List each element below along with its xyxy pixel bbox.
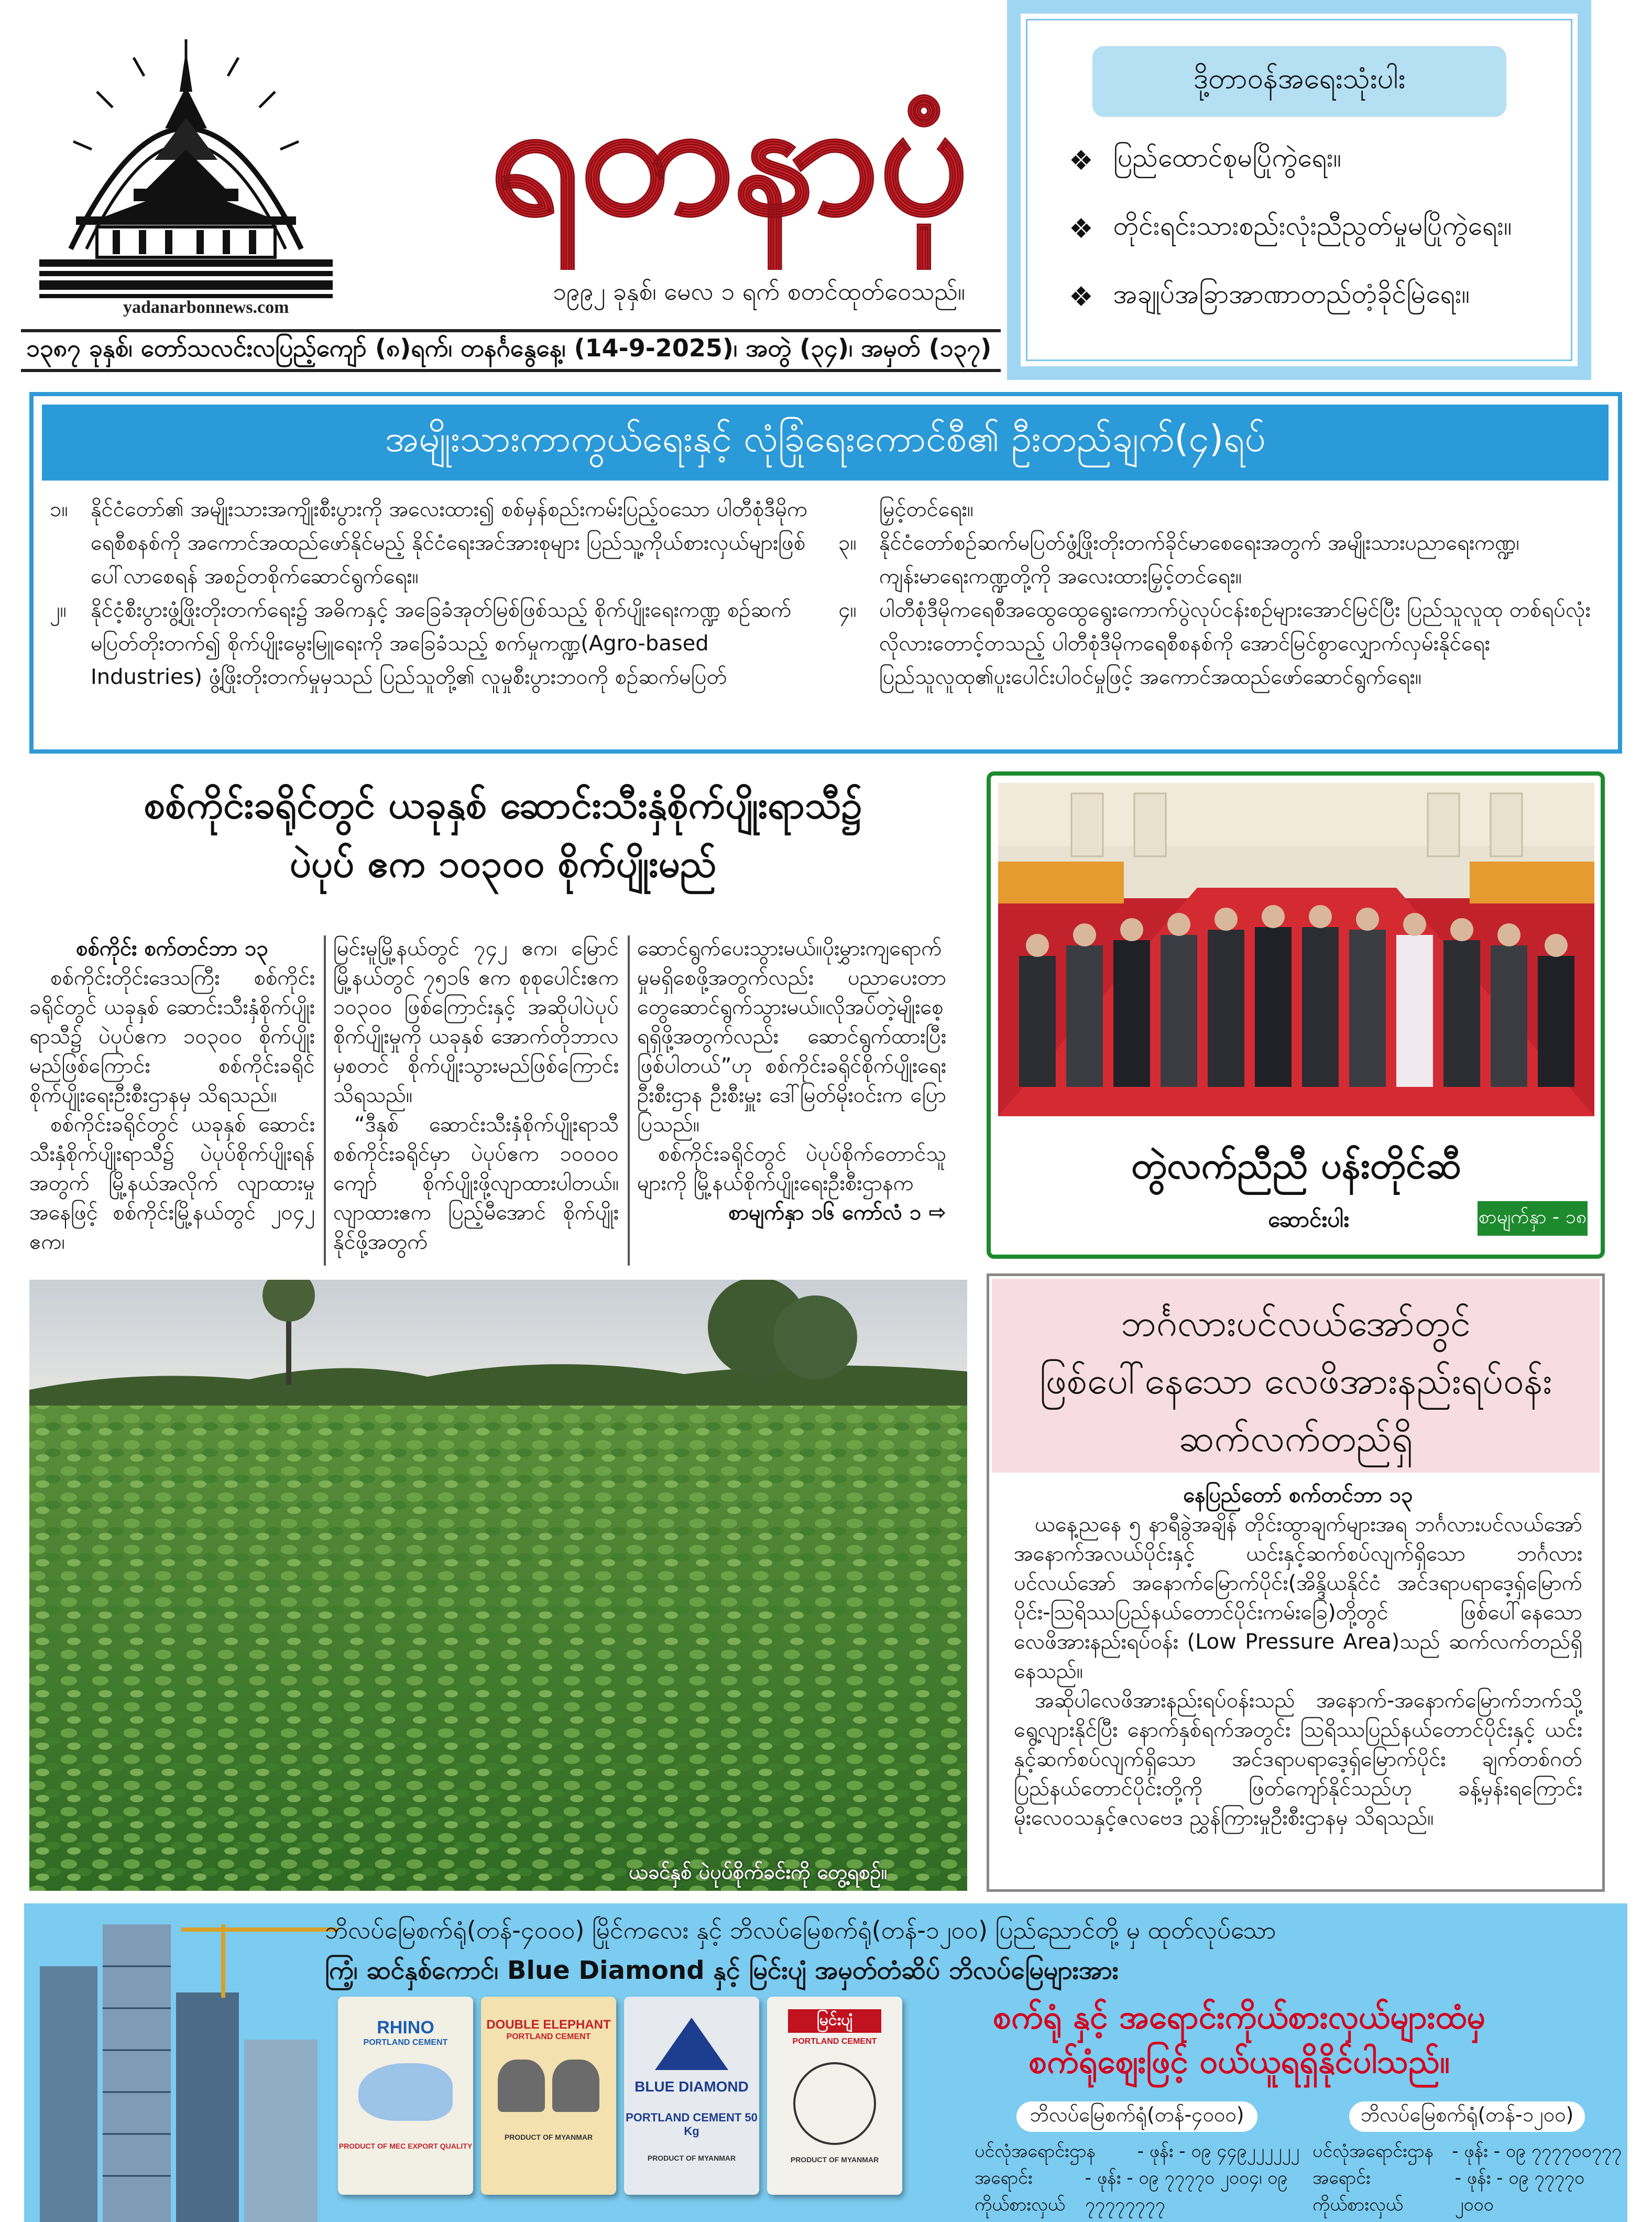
slogan-item — [1069, 210, 1567, 248]
paper-name-text: ရတနာပုံ — [489, 67, 969, 249]
contact-phone[interactable]: - ဖုန်း - ၀၉ ၇၇၇၇၀ ၂၀၀၀ — [1454, 2167, 1584, 2215]
ad-text-line: ကြံ့၊ ဆင်နှစ်ကောင်၊ Blue Diamond နှင့် မြင်းပျံ အမှတ်တံဆိပ် ဘိလပ်မြေများအား — [325, 1956, 1119, 1985]
paper-name-logo — [437, 39, 1022, 270]
column-rule — [324, 935, 326, 1266]
bag-brand: RHINO — [377, 2018, 434, 2038]
weather-body — [1014, 1480, 1582, 1833]
slogan-item — [1069, 278, 1567, 316]
diamond-icon — [655, 2018, 728, 2070]
summit-headline[interactable]: တွဲလက်ညီညီ ပန်းတိုင်ဆီ — [1131, 1144, 1462, 1187]
objective-item — [838, 493, 1609, 526]
soybean-field-photo — [29, 1280, 967, 1891]
objectives-title: အမျိုးသားကာကွယ်ရေးနှင့် လုံခြုံရေးကောင်စီ၏ ဦးတည်ချက်(၄)ရပ် — [42, 405, 1609, 481]
pagoda-logo — [39, 29, 333, 314]
column-rule — [628, 935, 630, 1266]
objective-item — [838, 526, 1609, 593]
objective-number — [838, 493, 870, 526]
lead-paragraph: စစ်ကိုင်းခရိုင်တွင် ယခုနှစ် ဆောင်းသီးနှံစိုက်ပျိုးရာသီ၌ ပဲပုပ်စိုက်ပျိုးရန်အတွက် မြို့နယ်အလိုက် လျာထားမှုအနေဖြင့် စစ်ကိုင်းမြို့နယ်တွင် ၂၀၄၂ ဧက၊ — [29, 1113, 315, 1254]
slogan-item — [1069, 141, 1567, 180]
contact-label: အရောင်းကိုယ်စားလှယ် — [975, 2167, 1065, 2215]
diamond-bullet-icon: ❖ — [1069, 145, 1093, 177]
contact-label: ပင်လုံအရောင်းဌာန — [975, 2141, 1096, 2162]
founded-note: ၁၉၉၂ ခုနှစ်၊ မေလ ၁ ရက် စတင်ထုတ်ဝေသည်။ — [553, 277, 965, 306]
weather-headline-line: ဖြစ်ပေါ်နေသော လေဖိအားနည်းရပ်ဝန်း — [1039, 1359, 1552, 1402]
weather-headline-line: ဆက်လက်တည်ရှိ — [1178, 1417, 1413, 1460]
slogan-title: ဒို့တာဝန်အရေးသုံးပါး — [1092, 46, 1506, 117]
contact-label: ပင်လုံအရောင်းဌာန — [1312, 2141, 1434, 2162]
lead-headline-line: စစ်ကိုင်းခရိုင်တွင် ယခုနှစ် ဆောင်းသီးနှံစိုက်ပျိုးရာသီ၌ — [144, 783, 862, 827]
summit-subline: ဆောင်းပါး — [1268, 1206, 1349, 1232]
bag-sub: PORTLAND CEMENT 50 Kg — [626, 2111, 758, 2138]
lead-paragraph: မြင်းမူမြို့နယ်တွင် ၇၄၂ ဧက၊ မြောင်မြို့နယ်တွင် ၇၅၁၆ ဧက စုစုပေါင်းဧက ၁၀၃၀၀ ဖြစ်ကြောင်းနှင့် အဆိုပါပဲပုပ်စိုက်ပျိုးမှုကို ယခုနှစ် အောက်တိုဘာလမှစတင် စိုက်ပျိုးသွားမည်ဖြစ်ကြောင်း သိရသည်။ — [333, 936, 619, 1107]
ad-highlight: စက်ရုံဈေးဖြင့် ဝယ်ယူရရှိနိုင်ပါသည်။ — [1029, 2042, 1450, 2081]
continue-arrow-icon: ⇨ — [928, 1201, 946, 1225]
objectives-right-column — [838, 493, 1609, 694]
bag-foot: PRODUCT OF MYANMAR — [504, 2133, 593, 2141]
flying-horse-icon — [793, 2062, 876, 2145]
contact-block — [975, 2101, 1299, 2219]
contact-phone[interactable]: - ဖုန်း - ၀၉ ၇၇၇၇၀၀၇၇၇ — [1452, 2141, 1622, 2162]
ad-highlight: စက်ရုံ နှင့် အရောင်းကိုယ်စားလှယ်များထံမှ — [993, 1998, 1485, 2036]
bag-sub: PORTLAND CEMENT — [363, 2038, 448, 2047]
bag-foot: PRODUCT OF MEC EXPORT QUALITY — [338, 2142, 473, 2150]
lead-headline[interactable] — [31, 776, 975, 893]
lead-byline: စစ်ကိုင်း စက်တင်ဘာ ၁၃ — [75, 936, 269, 961]
ad-text-line: ဘိလပ်မြေစက်ရုံ(တန်-၄၀၀၀) မြိုင်ကလေး နှင့် ဘိလပ်မြေစက်ရုံ(တန်-၁၂၀၀) ပြည်ညောင်တို့ မှ ထုတ်လုပ်သော — [325, 1916, 1276, 1944]
summit-photo — [998, 783, 1594, 1116]
bag-foot: PRODUCT OF MYANMAR — [647, 2154, 736, 2162]
contact-block — [1312, 2101, 1622, 2219]
rhino-cement-bag — [338, 1997, 473, 2195]
rhino-icon — [358, 2063, 453, 2121]
lead-column-3 — [637, 934, 946, 1227]
contact-line — [975, 2166, 1299, 2219]
contact-line — [1312, 2166, 1622, 2219]
objective-number: ၃။ — [838, 531, 857, 555]
objective-text: နိုင်ငံ့စီးပွားဖွံ့ဖြိုးတိုးတက်ရေး၌ အဓိကနှင့် အခြေခံအုတ်မြစ်ဖြစ်သည့် စိုက်ပျိုးရေးကဏ္ဍ စဉ်ဆက်မပြတ်တိုးတက်၍ စိုက်ပျိုးမွေးမြူရေးကို အခြေခံသည့် စက်မှုကဏ္ဍ(Agro-based Industries) ဖွံ့ဖြိုးတိုးတက်မှုမှသည် ပြည်သူတို့၏ လူမှုစီးပွားဘဝကို စဉ်ဆက်မပြတ် — [91, 598, 792, 689]
lead-paragraph: စစ်ကိုင်းတိုင်းဒေသကြီး စစ်ကိုင်းခရိုင်တွင် ယခုနှစ် ဆောင်းသီးနှံစိုက်ပျိုးရာသီ၌ ပဲပုပ်ဧက ၁၀၃၀၀ စိုက်ပျိုးမည်ဖြစ်ကြောင်း စစ်ကိုင်းခရိုင် စိုက်ပျိုးရေးဦးစီးဌာနမှ သိရသည်။ — [29, 966, 315, 1107]
objective-number: ၂။ — [50, 598, 67, 622]
objective-item — [50, 593, 820, 694]
myin-pyan-cement-bag — [767, 1997, 902, 2195]
objective-item — [50, 493, 820, 593]
slogan-item-text: အချုပ်အခြာအာဏာတည်တံ့ခိုင်မြဲရေး။ — [1113, 279, 1470, 309]
objective-text: နိုင်ငံတော်၏ အမျိုးသားအကျိုးစီးပွားကို အလေးထား၍ စစ်မှန်စည်းကမ်းပြည့်ဝသော ပါတီစုံဒီမိုကရေစီစနစ်ကို အကောင်အထည်ဖော်နိုင်မည့် နိုင်ငံရေးအင်အားစုများ ပြည်သူ့ကိုယ်စားလှယ်များဖြစ်ပေါ်လာစေရန် အစဉ်တစိုက်ဆောင်ရွက်ရေး။ — [91, 497, 808, 589]
bag-sub: PORTLAND CEMENT — [792, 2037, 877, 2046]
contact-label: အရောင်းကိုယ်စားလှယ် — [1312, 2167, 1403, 2215]
blue-diamond-cement-bag — [624, 1997, 759, 2195]
weather-paragraph: အဆိုပါလေဖိအားနည်းရပ်ဝန်းသည် အနောက်-အနောက်မြောက်ဘက်သို့ ရွေ့လျားနိုင်ပြီး နောက်နှစ်ရက်အတွင်း ဩရိဿပြည်နယ်တောင်ပိုင်းနှင့် ယင်းနှင့်ဆက်စပ်လျက်ရှိသော အင်ဒရာပရာဒေ့ရှ်မြောက်ပိုင်း ချက်တစ်ဂတ်ပြည်နယ်တောင်ပိုင်းတို့ကို ဖြတ်ကျော်နိုင်သည်ဟု ခန့်မှန်းရကြောင်း မိုးလေဝသနှင့်ဇလဗေဒ ညွှန်ကြားမှုဦးစီးဌာနမှ သိရသည်။ — [1014, 1689, 1582, 1830]
contact-line — [975, 2139, 1299, 2166]
contact-line — [1312, 2139, 1622, 2166]
objective-item — [838, 593, 1609, 694]
bag-brand: မြင်းပျံ — [788, 2009, 881, 2033]
bag-brand: DOUBLE ELEPHANT — [486, 2018, 611, 2032]
continued-text: စာမျက်နှာ ၁၆ ကော်လံ ၁ — [728, 1201, 922, 1225]
double-elephant-cement-bag — [481, 1997, 616, 2195]
lead-paragraph: စစ်ကိုင်းခရိုင်တွင် ပဲပုပ်စိုက်တောင်သူများကို မြို့နယ်စိုက်ပျိုးရေးဦးစီးဌာနက — [637, 1142, 946, 1195]
contact-title: ဘိလပ်မြေစက်ရုံ(တန်-၄၀၀၀) — [1016, 2101, 1257, 2132]
slogan-item-text: တိုင်းရင်းသားစည်းလုံးညီညွတ်မှုမပြိုကွဲရေး။ — [1113, 211, 1512, 241]
objective-text: မြှင့်တင်ရေး။ — [879, 497, 973, 521]
objective-number: ၁။ — [50, 497, 68, 521]
objective-text: ပါတီစုံဒီမိုကရေစီအထွေထွေရွေးကောက်ပွဲလုပ်ငန်းစဉ်များအောင်မြင်ပြီး ပြည်သူလူထု တစ်ရပ်လုံး လိုလားတောင့်တသည့် ပါတီစုံဒီမိုကရေစီစနစ်ကို အောင်မြင်စွာလျှောက်လှမ်းနိုင်ရေး ပြည်သူလူထု၏ပူးပေါင်းပါဝင်မှုဖြင့် အကောင်အထည်ဖော်ဆောင်ရွက်ရေး။ — [879, 598, 1591, 689]
diamond-bullet-icon: ❖ — [1069, 213, 1093, 245]
bag-brand: BLUE DIAMOND — [634, 2078, 749, 2095]
weather-paragraph: ယနေ့ညနေ ၅ နာရီခွဲအချိန် တိုင်းထွာချက်များအရ ဘင်္ဂလားပင်လယ်အော် အနောက်အလယ်ပိုင်းနှင့် ယင်းနှင့်ဆက်စပ်လျက်ရှိသော ဘင်္ဂလားပင်လယ်အော် အနောက်မြောက်ပိုင်း(အိန္ဒိယနိုင်ငံ အင်ဒရာပရာဒေ့ရှ်မြောက်ပိုင်း-ဩရိဿပြည်နယ်တောင်ပိုင်းကမ်းခြေ)တို့တွင် ဖြစ်ပေါ်နေသော လေဖိအားနည်းရပ်ဝန်း (Low Pressure Area)သည် ဆက်လက်တည်ရှိနေသည်။ — [1014, 1512, 1582, 1683]
bag-sub: PORTLAND CEMENT — [506, 2032, 591, 2041]
summit-page-ref[interactable]: စာမျက်နှာ - ၁၈ — [1478, 1201, 1588, 1236]
objective-number: ၄။ — [838, 598, 857, 622]
objective-text: နိုင်ငံတော်စဉ်ဆက်မပြတ်ဖွံ့ဖြိုးတိုးတက်ခိုင်မာစေရေးအတွက် အမျိုးသားပညာရေးကဏ္ဍ၊ ကျန်းမာရေးကဏ္ဍတို့ကို အလေးထားမြှင့်တင်ရေး။ — [879, 531, 1519, 589]
photo-caption: ယခင်နှစ် ပဲပုပ်စိုက်ခင်းကို တွေ့ရစဉ်။ — [629, 1860, 888, 1883]
contact-phone[interactable]: - ဖုန်း - ၀၉ ၇၇၇၇၀ ၂၀၀၄၊ ၀၉ ၇၇၇၇၇၇၇၇ — [1085, 2167, 1288, 2215]
weather-headline[interactable] — [992, 1279, 1600, 1473]
contact-title: ဘိလပ်မြေစက်ရုံ(တန်-၁၂၀၀) — [1349, 2101, 1585, 2132]
weather-headline-line: ဘင်္ဂလားပင်လယ်အော်တွင် — [1121, 1302, 1471, 1345]
lead-paragraph: ဆောင်ရွက်ပေးသွားမယ်။ပိုးမွှားကျရောက်မှုမရှိစေဖို့အတွက်လည်း ပညာပေးတာတွေဆောင်ရွက်သွားမယ်။လိုအပ်တဲ့မျိုးစေ့ရရှိဖို့အတွက်လည်း ဆောင်ရွက်ထားပြီးဖြစ်ပါတယ်”ဟု စစ်ကိုင်းခရိုင်စိုက်ပျိုးရေးဦးစီးဌာန ဦးစီးမှူး ဒေါ်မြတ်မိုးဝင်းက ပြောပြသည်။ — [637, 936, 946, 1137]
lead-paragraph: “ဒီနှစ် ဆောင်းသီးနှံစိုက်ပျိုးရာသီ စစ်ကိုင်းခရိုင်မှာ ပဲပုပ်ဧက ၁၀၀၀၀ ကျော် စိုက်ပျိုးဖို့လျာထားပါတယ်။ လျာထားဧက ပြည့်မီအောင် စိုက်ပျိုးနိုင်ဖို့အတွက် — [333, 1113, 619, 1254]
skyline-illustration — [24, 1903, 359, 2222]
dateline: ၁၃၈၇ ခုနှစ်၊ တော်သလင်းလပြည့်ကျော် (၈)ရက်၊ တနင်္ဂနွေနေ့၊ (14-9-2025)၊ အတွဲ (၃၄)၊ အမှတ် (၁၃၇) — [21, 329, 1001, 372]
site-url[interactable]: yadanarbonnews.com — [123, 298, 289, 317]
slogan-item-text: ပြည်ထောင်စုမပြိုကွဲရေး။ — [1113, 143, 1341, 173]
contact-phone[interactable]: - ဖုန်း - ၀၉ ၄၄၉၂၂၂၂၂၂ — [1137, 2141, 1299, 2162]
lead-column-2 — [333, 934, 619, 1257]
bag-foot: PRODUCT OF MYANMAR — [790, 2155, 879, 2164]
lead-headline-line: ပဲပုပ် ဧက ၁၀၃၀၀ စိုက်ပျိုးမည် — [289, 842, 717, 886]
continued-link[interactable] — [637, 1198, 946, 1227]
diamond-bullet-icon: ❖ — [1069, 281, 1093, 313]
lead-column-1 — [29, 934, 315, 1257]
objectives-left-column — [50, 493, 820, 694]
weather-byline: နေပြည်တော် စက်တင်ဘာ ၁၃ — [1183, 1483, 1413, 1507]
elephant-icon — [481, 2060, 616, 2112]
